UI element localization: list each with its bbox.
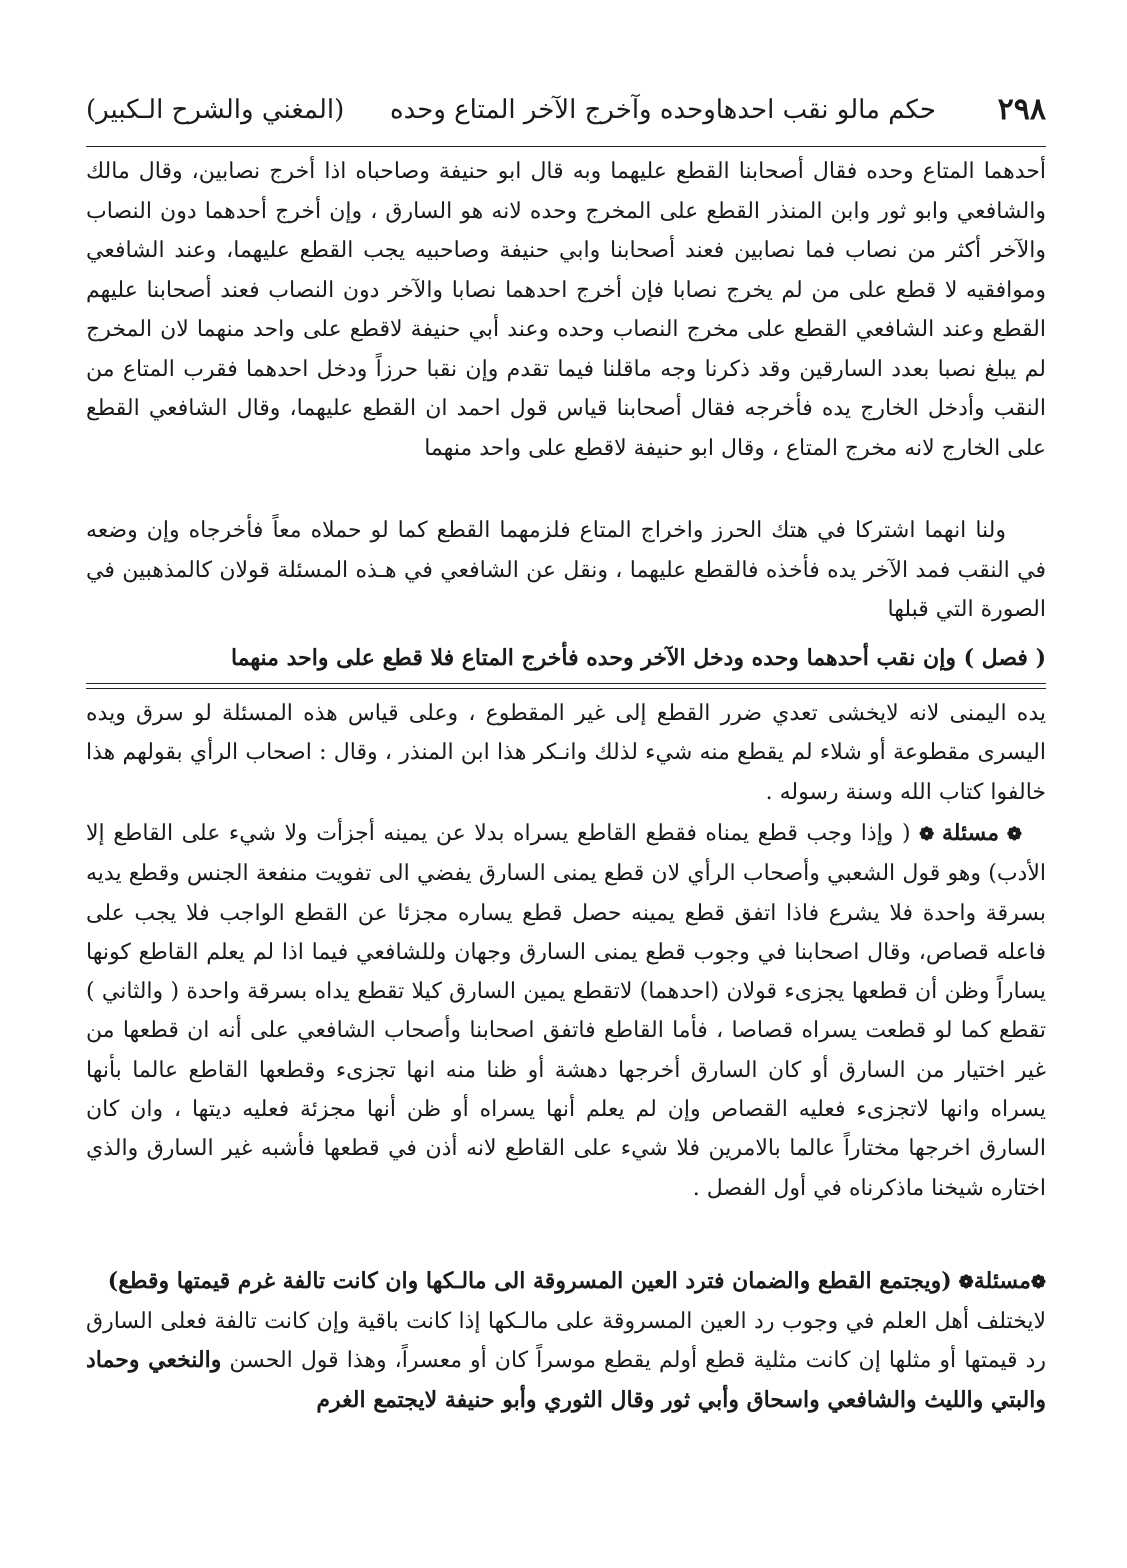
ornament-star-icon: ❁: [1030, 1272, 1046, 1293]
masala-label: ❁ مسئلة ❁: [919, 820, 1022, 846]
section-divider: [86, 688, 1046, 689]
masala-paragraph: [86, 1262, 1046, 1302]
ornament-star-icon: ❁: [958, 1272, 974, 1293]
upper-paragraph: أحدهما المتاع وحده فقال أصحابنا القطع عليهما وبه قال ابو حنيفة وصاحباه اذا أخرج نصابين، وقال مالك والشافعي وابو ثور وابن المنذر القطع على المخرج وحده لانه هو السارق ، وإن أخرج أحدهما دون النصاب والآخر أكثر من نصاب فما نصابين فعند أصحابنا وابي حنيفة وصاحبيه يجب القطع عليهما، وعند الشافعي وموافقيه لا قطع على من لم يخرج نصابا فإن أخرج احدهما نصابا والآخر دون النصاب فعند أصحابنا عليهم القطع وعند الشافعي القطع على مخرج النصاب وحده وعند أبي حنيفة لاقطع على واحد منهما لان المخرج لم يبلغ نصبا بعدد السارقين وقد ذكرنا وجه ماقلنا فيما تقدم وإن نقبا حرزاً ودخل احدهما فقرب المتاع من النقب وأدخل الخارج يده فأخرجه فقال أصحابنا قياس قول احمد ان القطع عليهما، وقال الشافعي القطع على الخارج لانه مخرج المتاع ، وقال ابو حنيفة لاقطع على واحد منهما: [86, 159, 1046, 461]
masala-paragraph: [86, 814, 1046, 1208]
page-number: ٢٩٨: [997, 92, 1046, 127]
paragraph-text: لايختلف أهل العلم في وجوب رد العين المسروقة على مالـكها إذا كانت باقية وإن كانت تالفة فعلى السارق رد قيمتها أو مثلها إن كانت مثلية قطع أولم يقطع موسراً كان أو معسراً، وهذا قول الحسن: [86, 1309, 1046, 1374]
header-rule: [86, 146, 1046, 147]
header-book-title: (المغني والشرح الـكبير): [86, 95, 345, 125]
running-header: [86, 86, 1046, 134]
ornament-star-icon: ❁: [999, 824, 1022, 845]
header-title: حكم مالو نقب احدهاوحده وآخرج الآخر المتاع وحده: [390, 95, 936, 125]
masala-text: ( وإذا وجب قطع يمناه فقطع القاطع يسراه بدلا عن يمينه أجزأت ولا شيء على القاطع إلا الأدب) وهو قول الشعبي وأصحاب الرأي لان قطع يمنى السارق يفضي الى تفويت منفعة الجنس وقطع يديه بسرقة واحدة فلا يشرع فاذا اتفق قطع يمينه حصل قطع يساره مجزئا عن القطع الواجب فلا يجب على فاعله قصاص، وقال اصحابنا في وجوب قطع يمنى السارق وجهان وللشافعي فيما اذا لم يعلم القاطع كونها يساراً وظن أن قطعها يجزىء قولان (احدهما) لاتقطع يمين السارق كيلا تقطع يداه بسرقة واحدة ( والثاني ) تقطع كما لو قطعت يسراه قصاصا ، فأما القاطع فاتفق اصحابنا وأصحاب الشافعي على أنه ان قطعها من غير اختيار من السارق أو كان السارق أخرجها دهشة أو ظنا منه انها تجزىء وقطعها القاطع عالما بأنها يسراه وانها لاتجزىء فعليه القصاص وإن لم يعلم أنها يسراه أو ظن أنها مجزئة فعليه ديتها ، وان كان السارق اخرجها مختاراً عالما بالامرين فلا شيء على القاطع لانه أذن في قطعها فأشبه غير السارق والذي اختاره شيخنا ماذكرناه في أول الفصل .: [86, 821, 1046, 1201]
masala-label: ❁مسئلة❁: [958, 1268, 1046, 1294]
section-heading-fasl: ( فصل ) وإن نقب أحدهما وحده ودخل الآخر وحده فأخرج المتاع فلا قطع على واحد منهما: [230, 645, 1046, 671]
lower-paragraph: [86, 1302, 1046, 1420]
upper-paragraph: ولنا انهما اشتركا في هتك الحرز واخراج المتاع فلزمهما القطع كما لو حملاه معاً فأخرجاه وإن وضعه في النقب فمد الآخر يده فأخذه فالقطع عليهما ، ونقل عن الشافعي في هـذه المسئلة قولان كالمذهبين في الصورة التي قبلها: [86, 518, 1046, 622]
lower-paragraph: يده اليمنى لانه لايخشى تعدي ضرر القطع إلى غير المقطوع ، وعلى قياس هذه المسئلة لو سرق ويده اليسرى مقطوعة أو شلاء لم يقطع منه شيء لذلك وانـكر هذا ابن المنذر ، وقال : اصحاب الرأي بقولهم هذا خالفوا كتاب الله وسنة رسوله .: [86, 701, 1046, 805]
ornament-star-icon: ❁: [919, 824, 942, 845]
masala-text: (ويجتمع القطع والضمان فترد العين المسروقة الى مالـكها وان كانت تالفة غرم قيمتها وقطع): [107, 1268, 952, 1294]
section-divider: [86, 683, 1046, 684]
paragraph-text-bold: والنخعي وحماد والبتي والليث والشافعي واسحاق وأبي ثور وقال الثوري وأبو حنيفة لايجتمع الغرم: [86, 1347, 1046, 1413]
